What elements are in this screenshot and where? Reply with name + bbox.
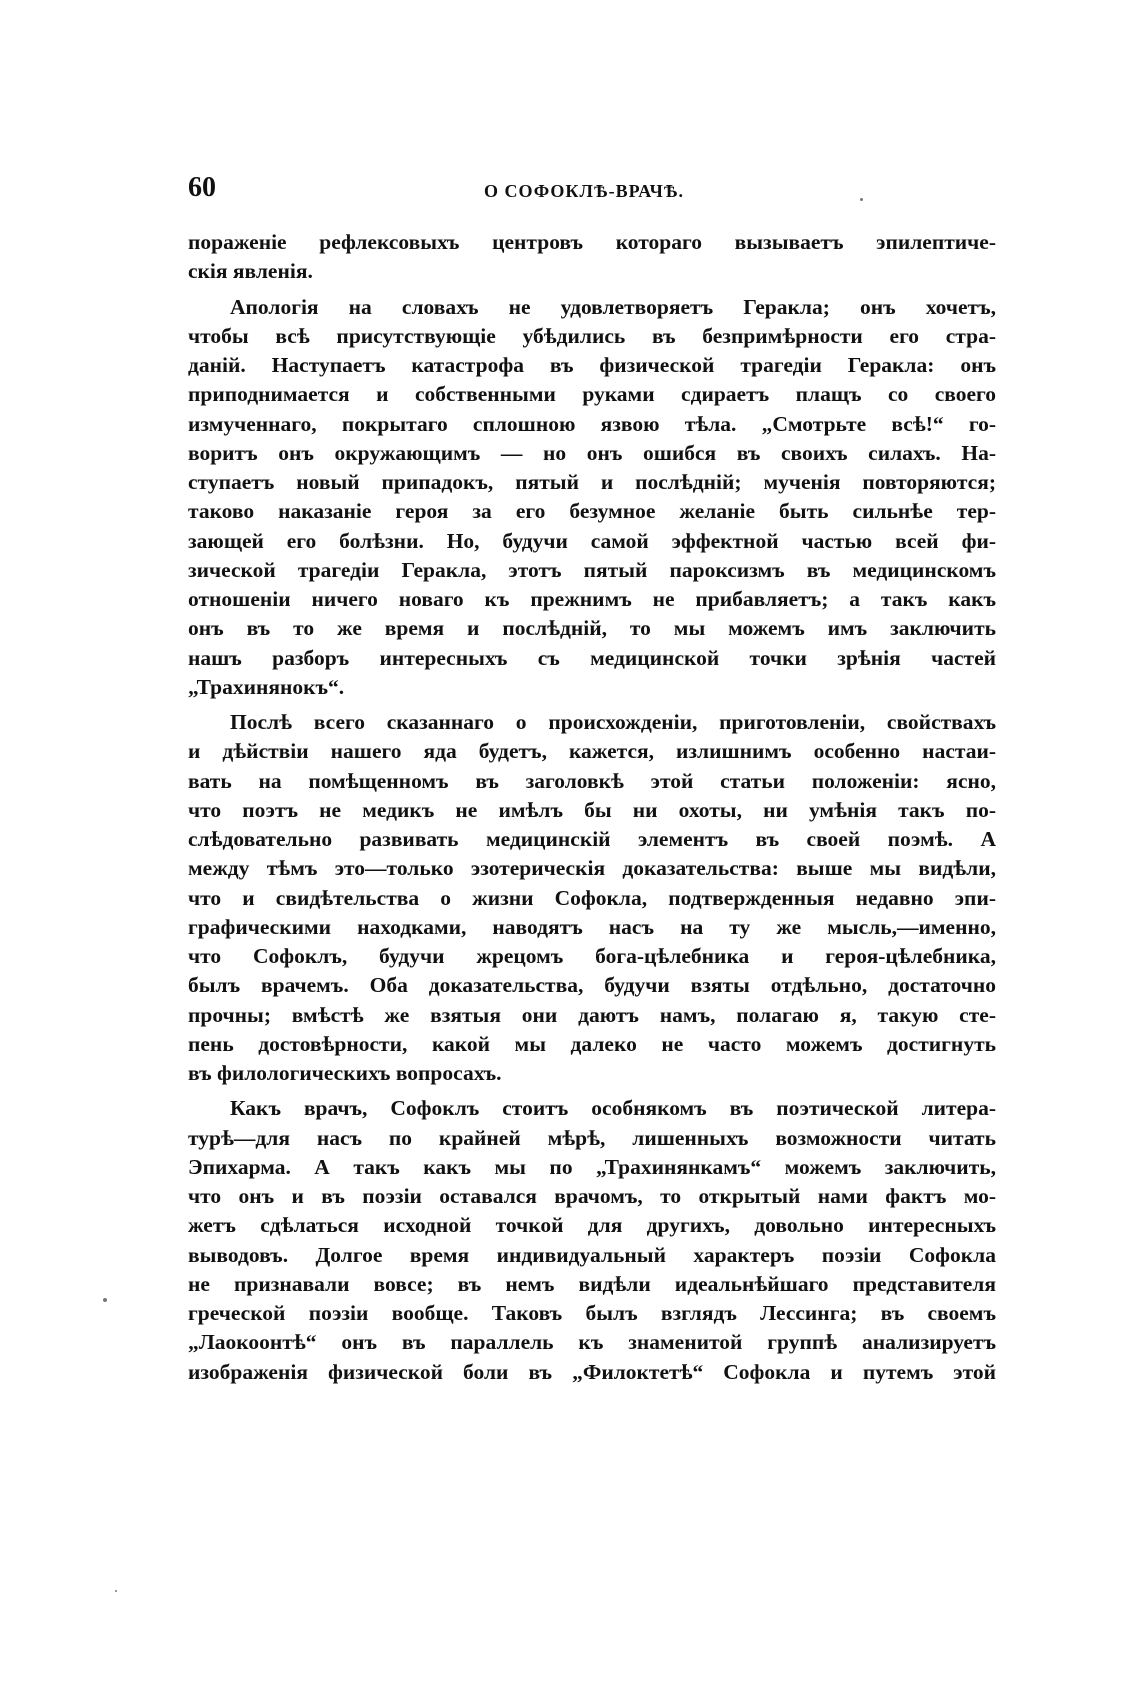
- page-header: [184, 170, 994, 210]
- text-line: таково наказаніе героя за его безумное желаніе быть сильнѣе тер-: [188, 499, 996, 524]
- text-line: изображенія физической боли въ „Филоктетѣ“ Софокла и путемъ этой: [188, 1359, 996, 1384]
- text-line: былъ врачемъ. Оба доказательства, будучи взяты отдѣльно, достаточно: [188, 973, 996, 998]
- text-line: измученнаго, покрытаго сплошною язвою тѣла. „Смотрьте всѣ!“ го-: [188, 411, 996, 436]
- text-line: пень достовѣрности, какой мы далеко не часто можемъ достигнуть: [188, 1031, 996, 1056]
- text-line: и дѣйствіи нашего яда будетъ, кажется, излишнимъ особенно настаи-: [188, 739, 996, 764]
- text-line: скія явленія.: [188, 259, 313, 284]
- text-line: графическими находками, наводятъ насъ на ту же мысль,—именно,: [188, 914, 996, 939]
- text-line: Эпихарма. А такъ какъ мы по „Трахинянкамъ“ можемъ заключить,: [188, 1154, 996, 1179]
- scan-speck: [115, 1590, 117, 1592]
- text-line: въ филологическихъ вопросахъ.: [188, 1061, 502, 1085]
- text-line: что и свидѣтельства о жизни Софокла, подтвержденныя недавно эпи-: [188, 885, 996, 910]
- text-line: даній. Наступаетъ катастрофа въ физической трагедіи Геракла: онъ: [188, 353, 996, 377]
- scan-speck: [860, 198, 863, 201]
- text-line: что онъ и въ поэзіи оставался врачомъ, то открытый нами фактъ мо-: [188, 1184, 996, 1208]
- text-line: воритъ онъ окружающимъ — но онъ ошибся въ своихъ силахъ. На-: [188, 440, 996, 465]
- text-line: выводовъ. Долгое время индивидуальный характеръ поэзіи Софокла: [188, 1242, 996, 1267]
- text-line: ступаетъ новый припадокъ, пятый и послѣдній; мученія повторяются;: [188, 470, 996, 494]
- text-line: что Софоклъ, будучи жрецомъ бога-цѣлебника и героя-цѣлебника,: [188, 944, 996, 968]
- text-line: что поэтъ не медикъ не имѣлъ бы ни охоты, ни умѣнія такъ по-: [188, 797, 996, 822]
- text-line: между тѣмъ это—только эзотерическія доказательства: выше мы видѣли,: [188, 856, 996, 881]
- text-line: вать на помѣщенномъ въ заголовкѣ этой статьи положеніи: ясно,: [188, 768, 996, 793]
- text-line: „Лаокоонтѣ“ онъ въ параллель къ знаменитой группѣ анализируетъ: [188, 1330, 996, 1355]
- text-line: отношеніи ничего новаго къ прежнимъ не прибавляетъ; а такъ какъ: [188, 587, 996, 611]
- text-line: не признавали вовсе; въ немъ видѣли идеальнѣйшаго представителя: [188, 1271, 996, 1296]
- text-line: Апологія на словахъ не удовлетворяетъ Геракла; онъ хочетъ,: [230, 294, 996, 319]
- page-number: 60: [188, 172, 216, 203]
- text-line: Послѣ всего сказаннаго о происхожденіи, приготовленіи, свойствахъ: [230, 710, 996, 734]
- text-line: зающей его болѣзни. Но, будучи самой эффектной частью всей фи-: [188, 528, 996, 553]
- running-title: О СОФОКЛѢ-ВРАЧѢ.: [484, 181, 685, 201]
- text-line: жетъ сдѣлаться исходной точкой для другихъ, довольно интересныхъ: [188, 1213, 996, 1238]
- text-line: онъ въ то же время и послѣдній, то мы можемъ имъ заключить: [188, 616, 996, 641]
- text-line: слѣдовательно развивать медицинскій элементъ въ своей поэмѣ. А: [188, 827, 996, 851]
- text-line: греческой поэзіи вообще. Таковъ былъ взглядъ Лессинга; въ своемъ: [188, 1301, 996, 1325]
- text-line: „Трахинянокъ“.: [188, 674, 345, 699]
- text-line: пораженіе рефлексовыхъ центровъ котораго вызываетъ эпилептиче-: [188, 230, 996, 254]
- text-line: приподнимается и собственными руками сдираетъ плащъ со своего: [188, 382, 996, 407]
- text-line: прочны; вмѣстѣ же взятыя они даютъ намъ, полагаю я, такую сте-: [188, 1002, 996, 1027]
- text-line: зической трагедіи Геракла, этотъ пятый пароксизмъ въ медицинскомъ: [188, 557, 996, 582]
- text-line: Какъ врачъ, Софоклъ стоитъ особнякомъ въ поэтической литера-: [230, 1096, 996, 1121]
- scan-speck: [103, 1298, 107, 1302]
- body-text: [188, 228, 996, 1387]
- text-line: нашъ разборъ интересныхъ съ медицинской точки зрѣнія частей: [188, 645, 996, 670]
- text-line: чтобы всѣ присутствующіе убѣдились въ безпримѣрности его стра-: [188, 323, 996, 348]
- text-line: турѣ—для насъ по крайней мѣрѣ, лишенныхъ возможности читать: [188, 1125, 996, 1150]
